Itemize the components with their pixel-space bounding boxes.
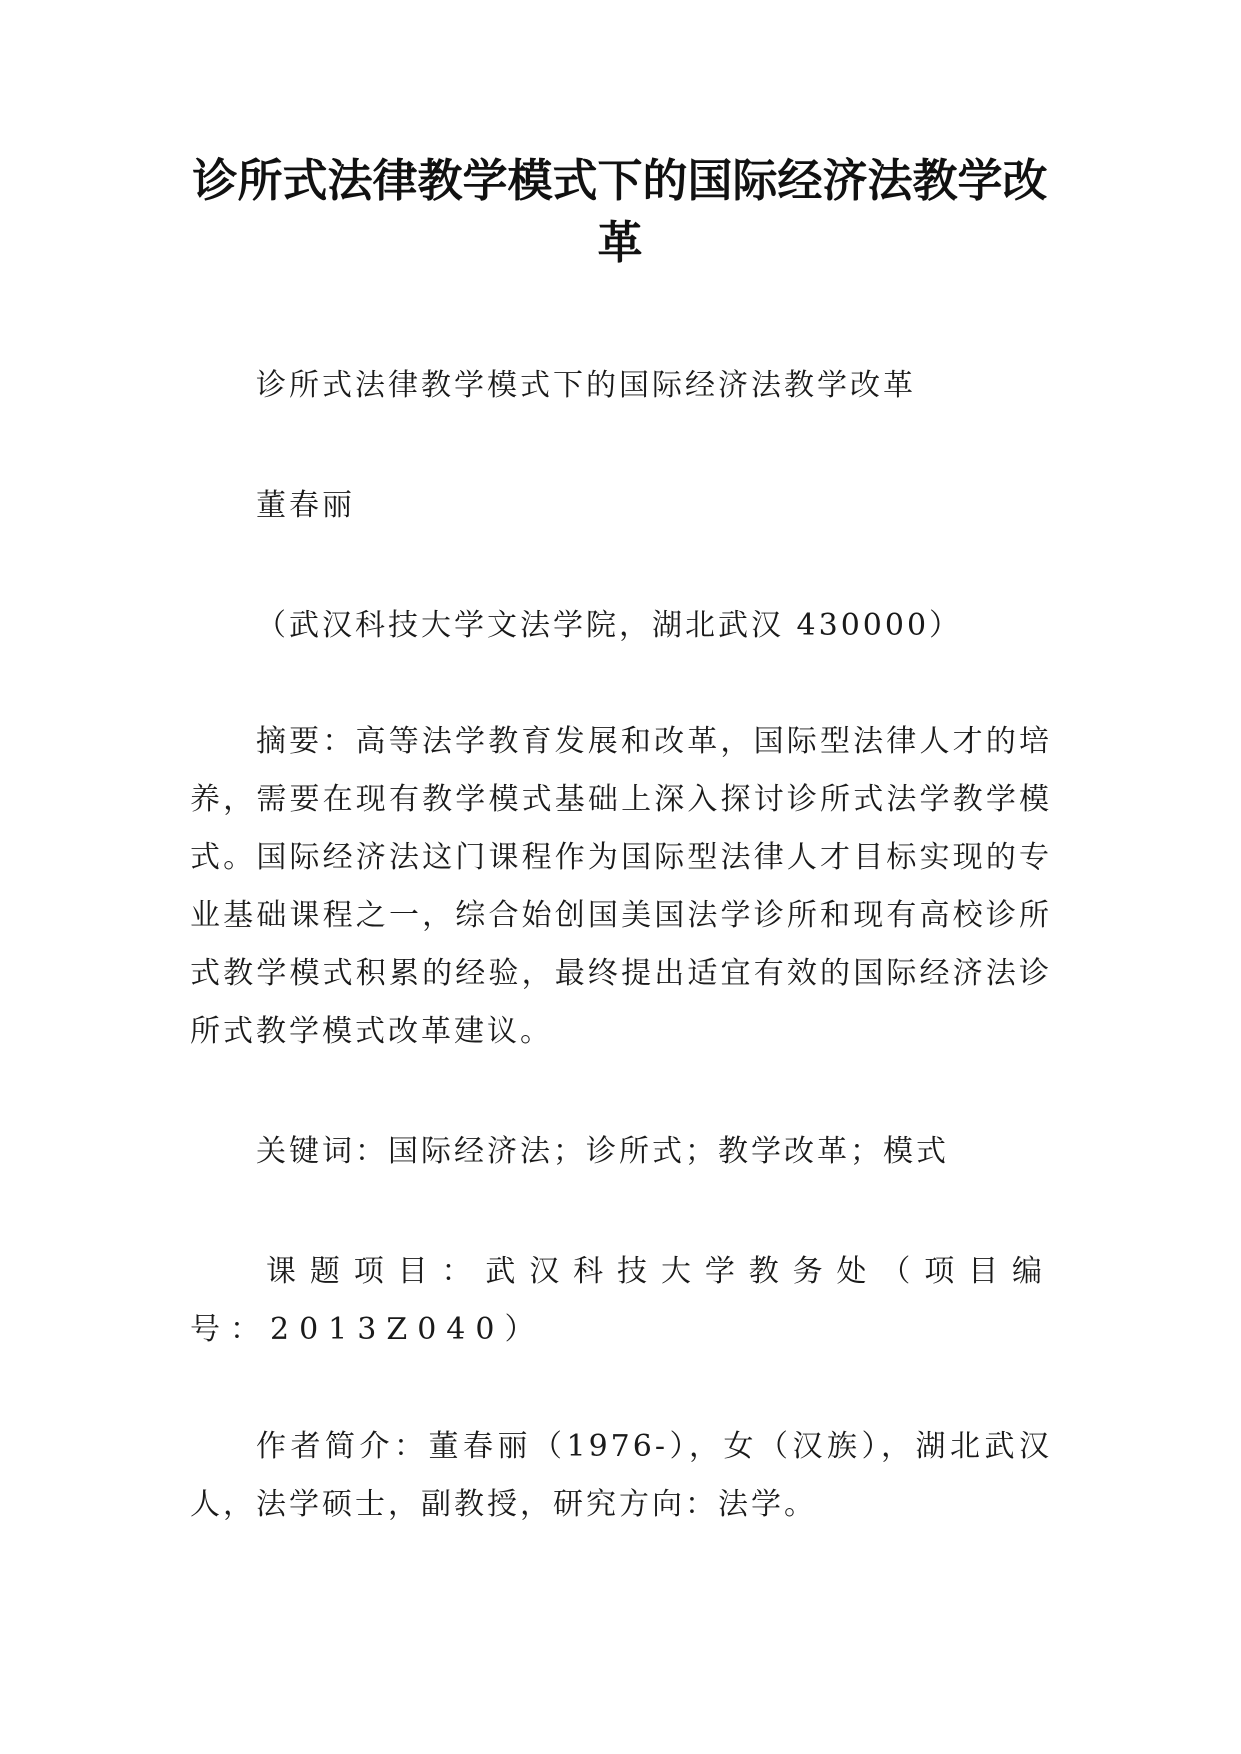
document-title: 诊所式法律教学模式下的国际经济法教学改革: [192, 154, 1048, 269]
author-name: 董春丽: [256, 488, 355, 523]
article-subtitle: 诊所式法律教学模式下的国际经济法教学改革: [256, 368, 916, 403]
keywords-line: 关键词：国际经济法；诊所式；教学改革；模式: [256, 1134, 949, 1169]
author-affiliation: （武汉科技大学文法学院，湖北武汉 430000）: [256, 608, 963, 643]
abstract-paragraph: 摘要：高等法学教育发展和改革，国际型法律人才的培养，需要在现有教学模式基础上深入探讨诊所式法学教学模式。国际经济法这门课程作为国际型法律人才目标实现的专业基础课程之一，综合始创国美国法学诊所和现有高校诊所式教学模式积累的经验，最终提出适宜有效的国际经济法诊所式教学模式改革建议。: [190, 724, 1052, 1049]
project-funding-note: 课题项目：武汉科技大学教务处（项目编号：2013Z040）: [190, 1254, 1052, 1347]
author-bio: 作者简介：董春丽（1976-），女（汉族），湖北武汉人，法学硕士，副教授，研究方向：法学。: [190, 1429, 1052, 1522]
